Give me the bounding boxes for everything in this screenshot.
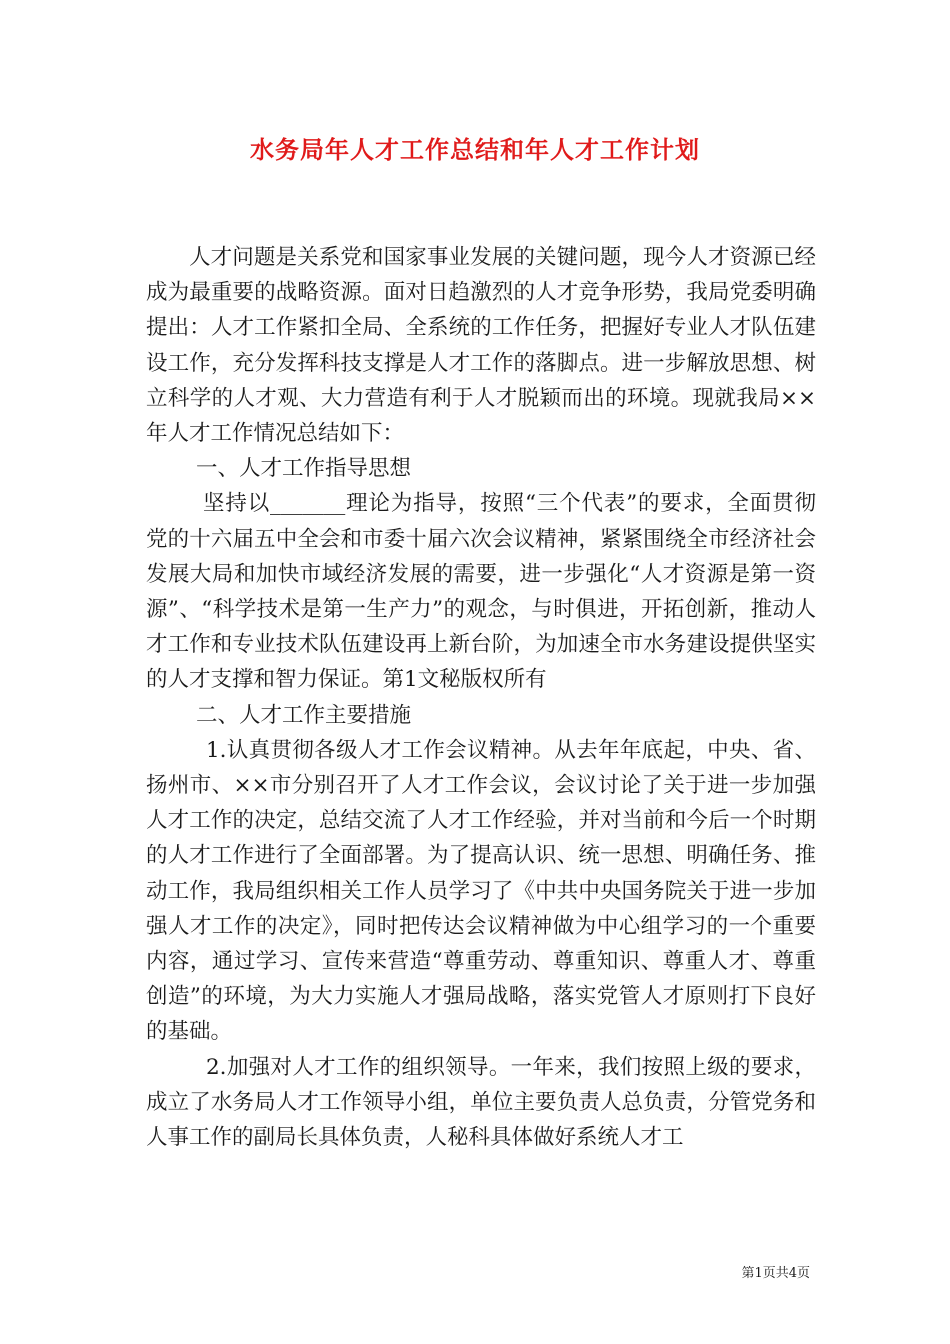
section-heading-main-measures: 二、人才工作主要措施 (196, 702, 412, 728)
measure-1-paragraph: 1.认真贯彻各级人才工作会议精神。从去年年底起，中央、省、扬州市、××市分别召开了人才工作会议，会议讨论了关于进一步加强人才工作的决定，总结交流了人才工作经验，并对当前和今后一个时期的人才工作进行了全面部署。为了提高认识、统一思想、明确任务、推动工作，我局组织相关工作人员学习了《中共中央国务院关于进一步加强人才工作的决定》，同时把传达会议精神做为中心组学习的一个重要内容，通过学习、宣传来营造“尊重劳动、尊重知识、尊重人才、尊重创造”的环境，为大力实施人才强局战略，落实党管人才原则打下良好的基础。 (146, 737, 816, 1045)
intro-paragraph: 人才问题是关系党和国家事业发展的关键问题，现今人才资源已经成为最重要的战略资源。面对日趋激烈的人才竞争形势，我局党委明确提出：人才工作紧扣全局、全系统的工作任务，把握好专业人才队伍建设工作，充分发挥科技支撑是人才工作的落脚点。进一步解放思想、树立科学的人才观、大力营造有利于人才脱颖而出的环境。现就我局××年人才工作情况总结如下： (146, 245, 816, 447)
document-body (146, 240, 816, 1155)
section-heading-guiding-thought: 一、人才工作指导思想 (196, 456, 412, 482)
page-number: 第1页共4页 (741, 1266, 810, 1281)
document-title: 水务局年人才工作总结和年人才工作计划 (250, 135, 700, 164)
measure-2-paragraph: 2.加强对人才工作的组织领导。一年来，我们按照上级的要求，成立了水务局人才工作领导小组，单位主要负责人总负责，分管党务和人事工作的副局长具体负责，人秘科具体做好系统人才工 (146, 1054, 816, 1151)
guiding-thought-paragraph: 坚持以_______理论为指导，按照“三个代表”的要求，全面贯彻党的十六届五中全会和市委十届六次会议精神，紧紧围绕全市经济社会发展大局和加快市域经济发展的需要，进一步强化“人才资源是第一资源”、“科学技术是第一生产力”的观念，与时俱进，开拓创新，推动人才工作和专业技术队伍建设再上新台阶，为加速全市水务建设提供坚实的人才支撑和智力保证。第1文秘版权所有 (146, 491, 816, 693)
